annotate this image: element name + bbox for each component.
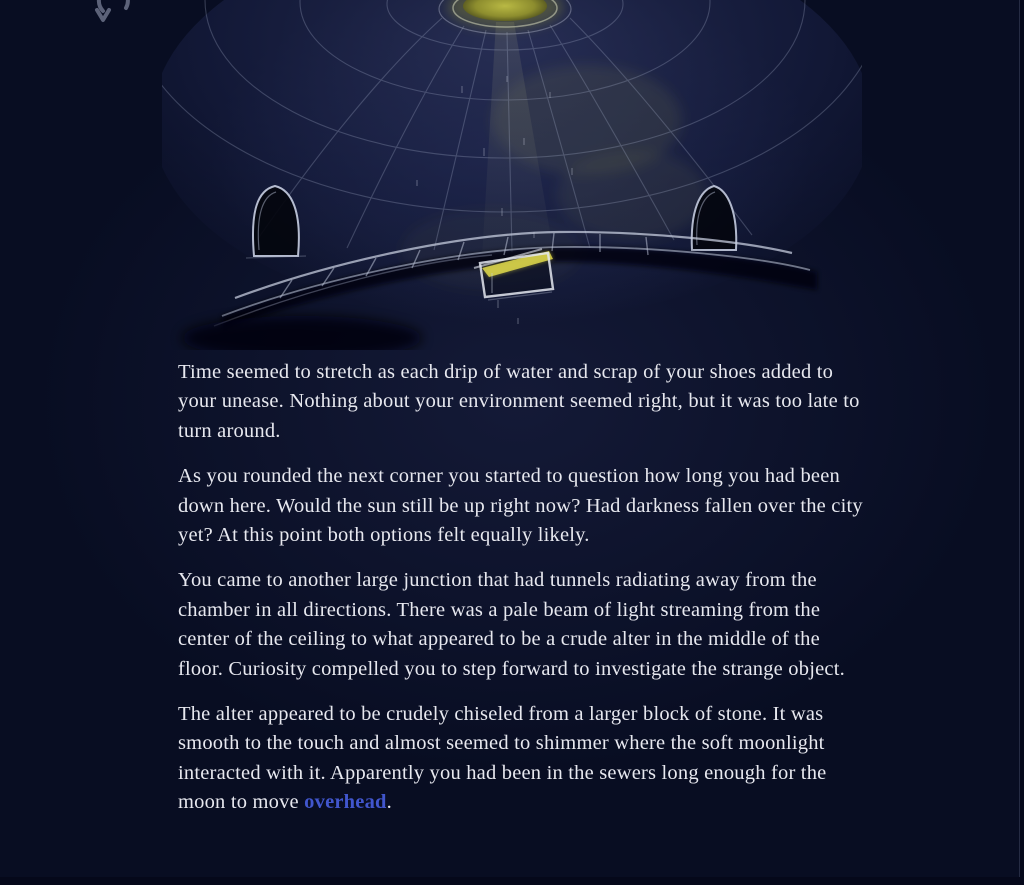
story-paragraph-4 — [178, 700, 866, 818]
undo-button[interactable] — [88, 0, 140, 30]
paragraph-text: You came to another large junction that had tunnels radiating away from the chamber in all directions. There was a pale beam of light streaming from the center of the ceiling to what appeared to be a crude alter in the middle of the floor. Curiosity compelled you to step forward to investigate the strange object. — [178, 569, 845, 680]
bottom-edge-strip — [0, 877, 1024, 885]
story-paragraph-3 — [178, 566, 866, 684]
story-paragraph-1 — [178, 358, 866, 446]
paragraph-text: Time seemed to stretch as each drip of water and scrap of your shoes added to your unease. Nothing about your environment seemed right, but it was too late to turn around. — [178, 361, 860, 442]
story-paragraph-2 — [178, 462, 866, 550]
right-edge-border — [1020, 0, 1024, 885]
paragraph-text: The alter appeared to be crudely chiseled from a larger block of stone. It was smooth to the touch and almost seemed to shimmer where the soft moonlight interacted with it. Apparently you had been in the sewers long enough for the moon to move — [178, 703, 827, 814]
story-link-overhead[interactable]: overhead — [304, 791, 387, 814]
undo-icon — [88, 0, 140, 30]
story-text — [178, 358, 866, 834]
right-edge-line — [1019, 0, 1020, 885]
paragraph-text: . — [386, 791, 392, 814]
paragraph-text: As you rounded the next corner you started to question how long you had been down here. Would the sun still be up right now? Had darkness fallen over the city yet? At this point both options felt equally likely. — [178, 465, 863, 547]
chamber-illustration — [162, 0, 862, 350]
